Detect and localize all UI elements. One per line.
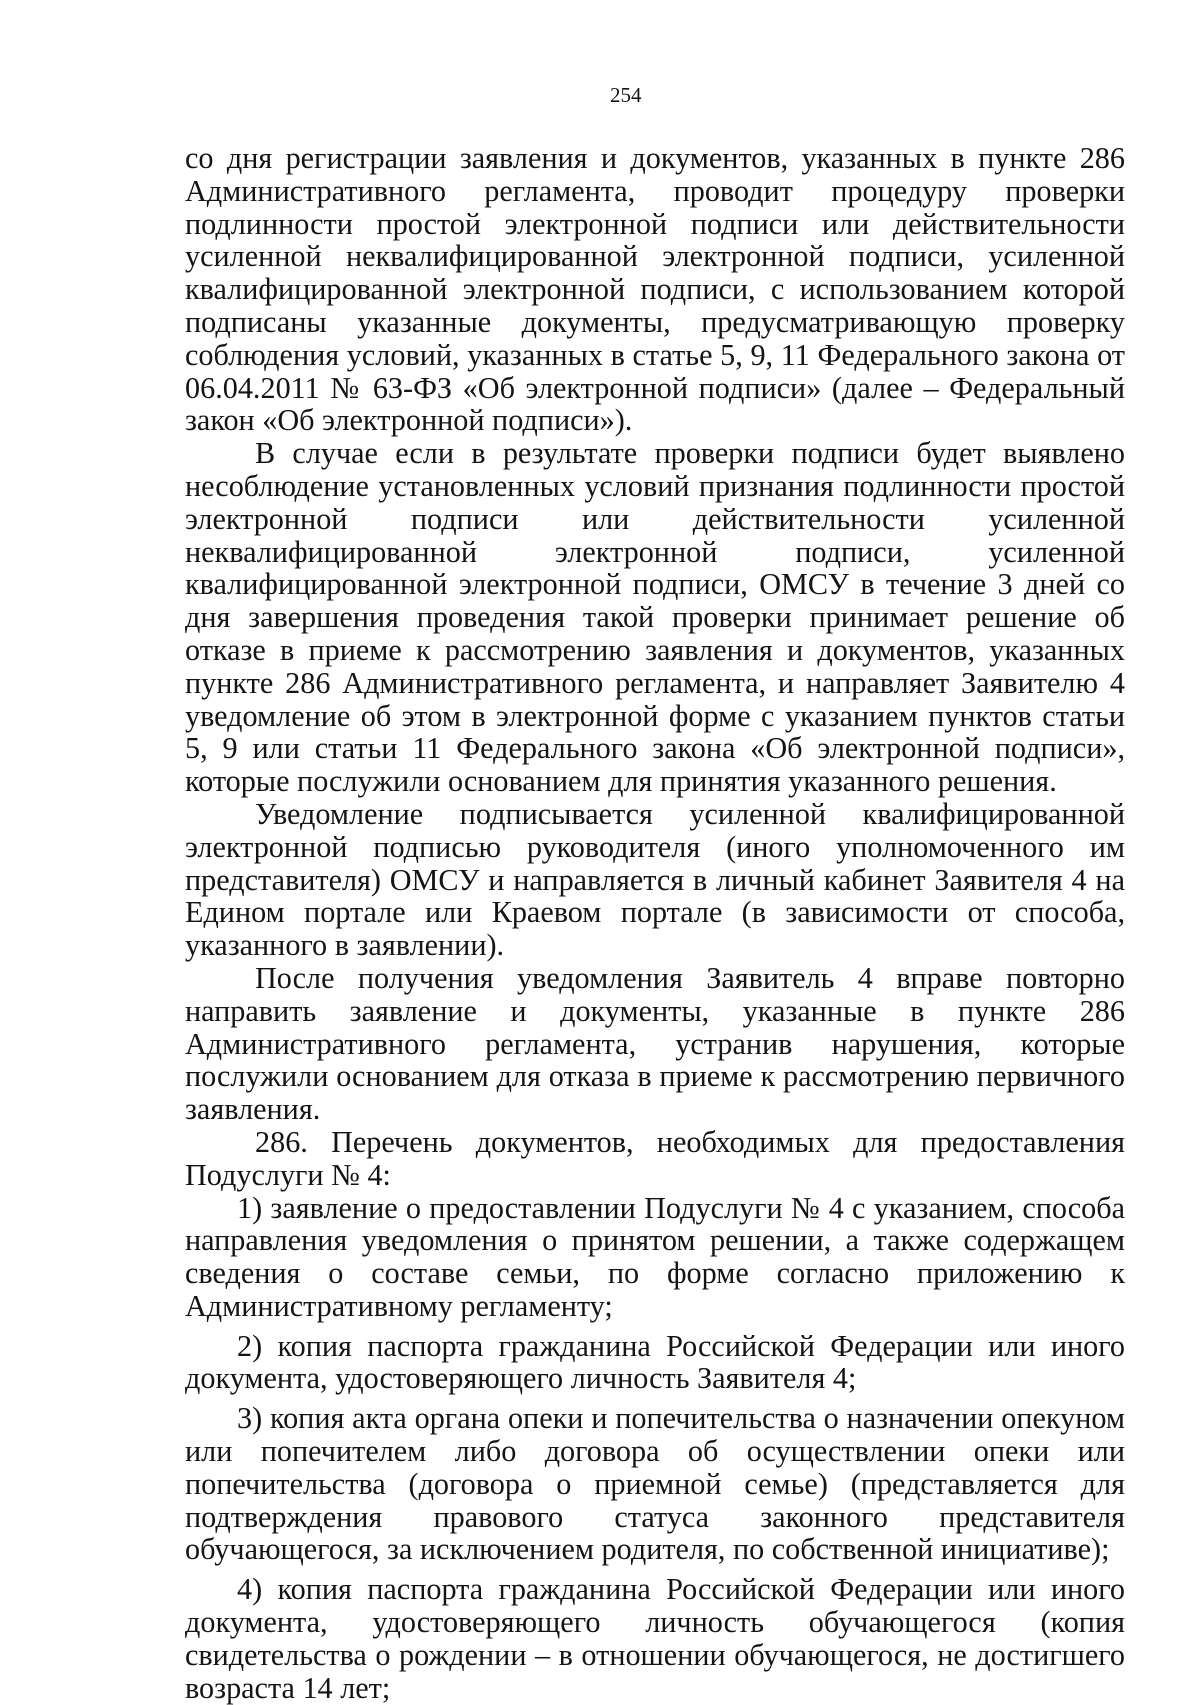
paragraph-signature-failure: В случае если в результате проверки подписи будет выявлено несоблюдение установленных условий признания подлинности простой электронной подписи или действительности усиленной неквалифицированной электронной подписи, усиленной квалифицированной электронной подписи, ОМСУ в течение 3 дней со дня завершения проведения такой проверки принимает решение об отказе в приеме к рассмотрению заявления и документов, указанных пункте 286 Административного регламента, и направляет Заявителю 4 уведомление об этом в электронной форме с указанием пунктов статьи 5, 9 или статьи 11 Федерального закона «Об электронной подписи», которые послужили основанием для принятия указанного решения. [185,436,1125,799]
paragraph-notification-signing: Уведомление подписывается усиленной квалифицированной электронной подписью руководителя (иного уполномоченного им представителя) ОМСУ и направляется в личный кабинет Заявителя 4 на Едином портале или Краевом портале (в зависимости от способа, указанного в заявлении). [185,796,1125,963]
document-body [185,142,1125,1704]
list-item-applicant-passport: 2) копия паспорта гражданина Российской Федерации или иного документа, удостоверяющего личность Заявителя 4; [185,1328,1125,1396]
list-item-student-passport: 4) копия паспорта гражданина Российской Федерации или иного документа, удостоверяющего личность обучающегося (копия свидетельства о рождении – в отношении обучающегося, не достигшего возраста 14 лет; [185,1572,1125,1705]
page-number: 254 [610,83,642,107]
paragraph-section-286-heading: 286. Перечень документов, необходимых для предоставления Подуслуги № 4: [185,1124,1125,1192]
paragraph-resubmission: После получения уведомления Заявитель 4 вправе повторно направить заявление и документы, указанные в пункте 286 Административного регламента, устранив нарушения, которые послужили основанием для отказа в приеме к рассмотрению первичного заявления. [185,960,1125,1127]
paragraph-verification-continuation: со дня регистрации заявления и документов, указанных в пункте 286 Административного регламента, проводит процедуру проверки подлинности простой электронной подписи или действительности усиленной неквалифицированной электронной подписи, усиленной квалифицированной электронной подписи, с использованием которой подписаны указанные документы, предусматривающую проверку соблюдения условий, указанных в статье 5, 9, 11 Федерального закона от 06.04.2011 № 63-ФЗ «Об электронной подписи» (далее – Федеральный закон «Об электронной подписи»). [185,141,1125,438]
list-item-application: 1) заявление о предоставлении Подуслуги № 4 с указанием, способа направления уведомления о принятом решении, а также содержащем сведения о составе семьи, по форме согласно приложению к Административному регламенту; [185,1190,1125,1323]
list-item-guardianship-act: 3) копия акта органа опеки и попечительства о назначении опекуном или попечителем либо договора об осуществлении опеки или попечительства (договора о приемной семье) (представляется для подтверждения правового статуса законного представителя обучающегося, за исключением родителя, по собственной инициативе); [185,1401,1125,1567]
